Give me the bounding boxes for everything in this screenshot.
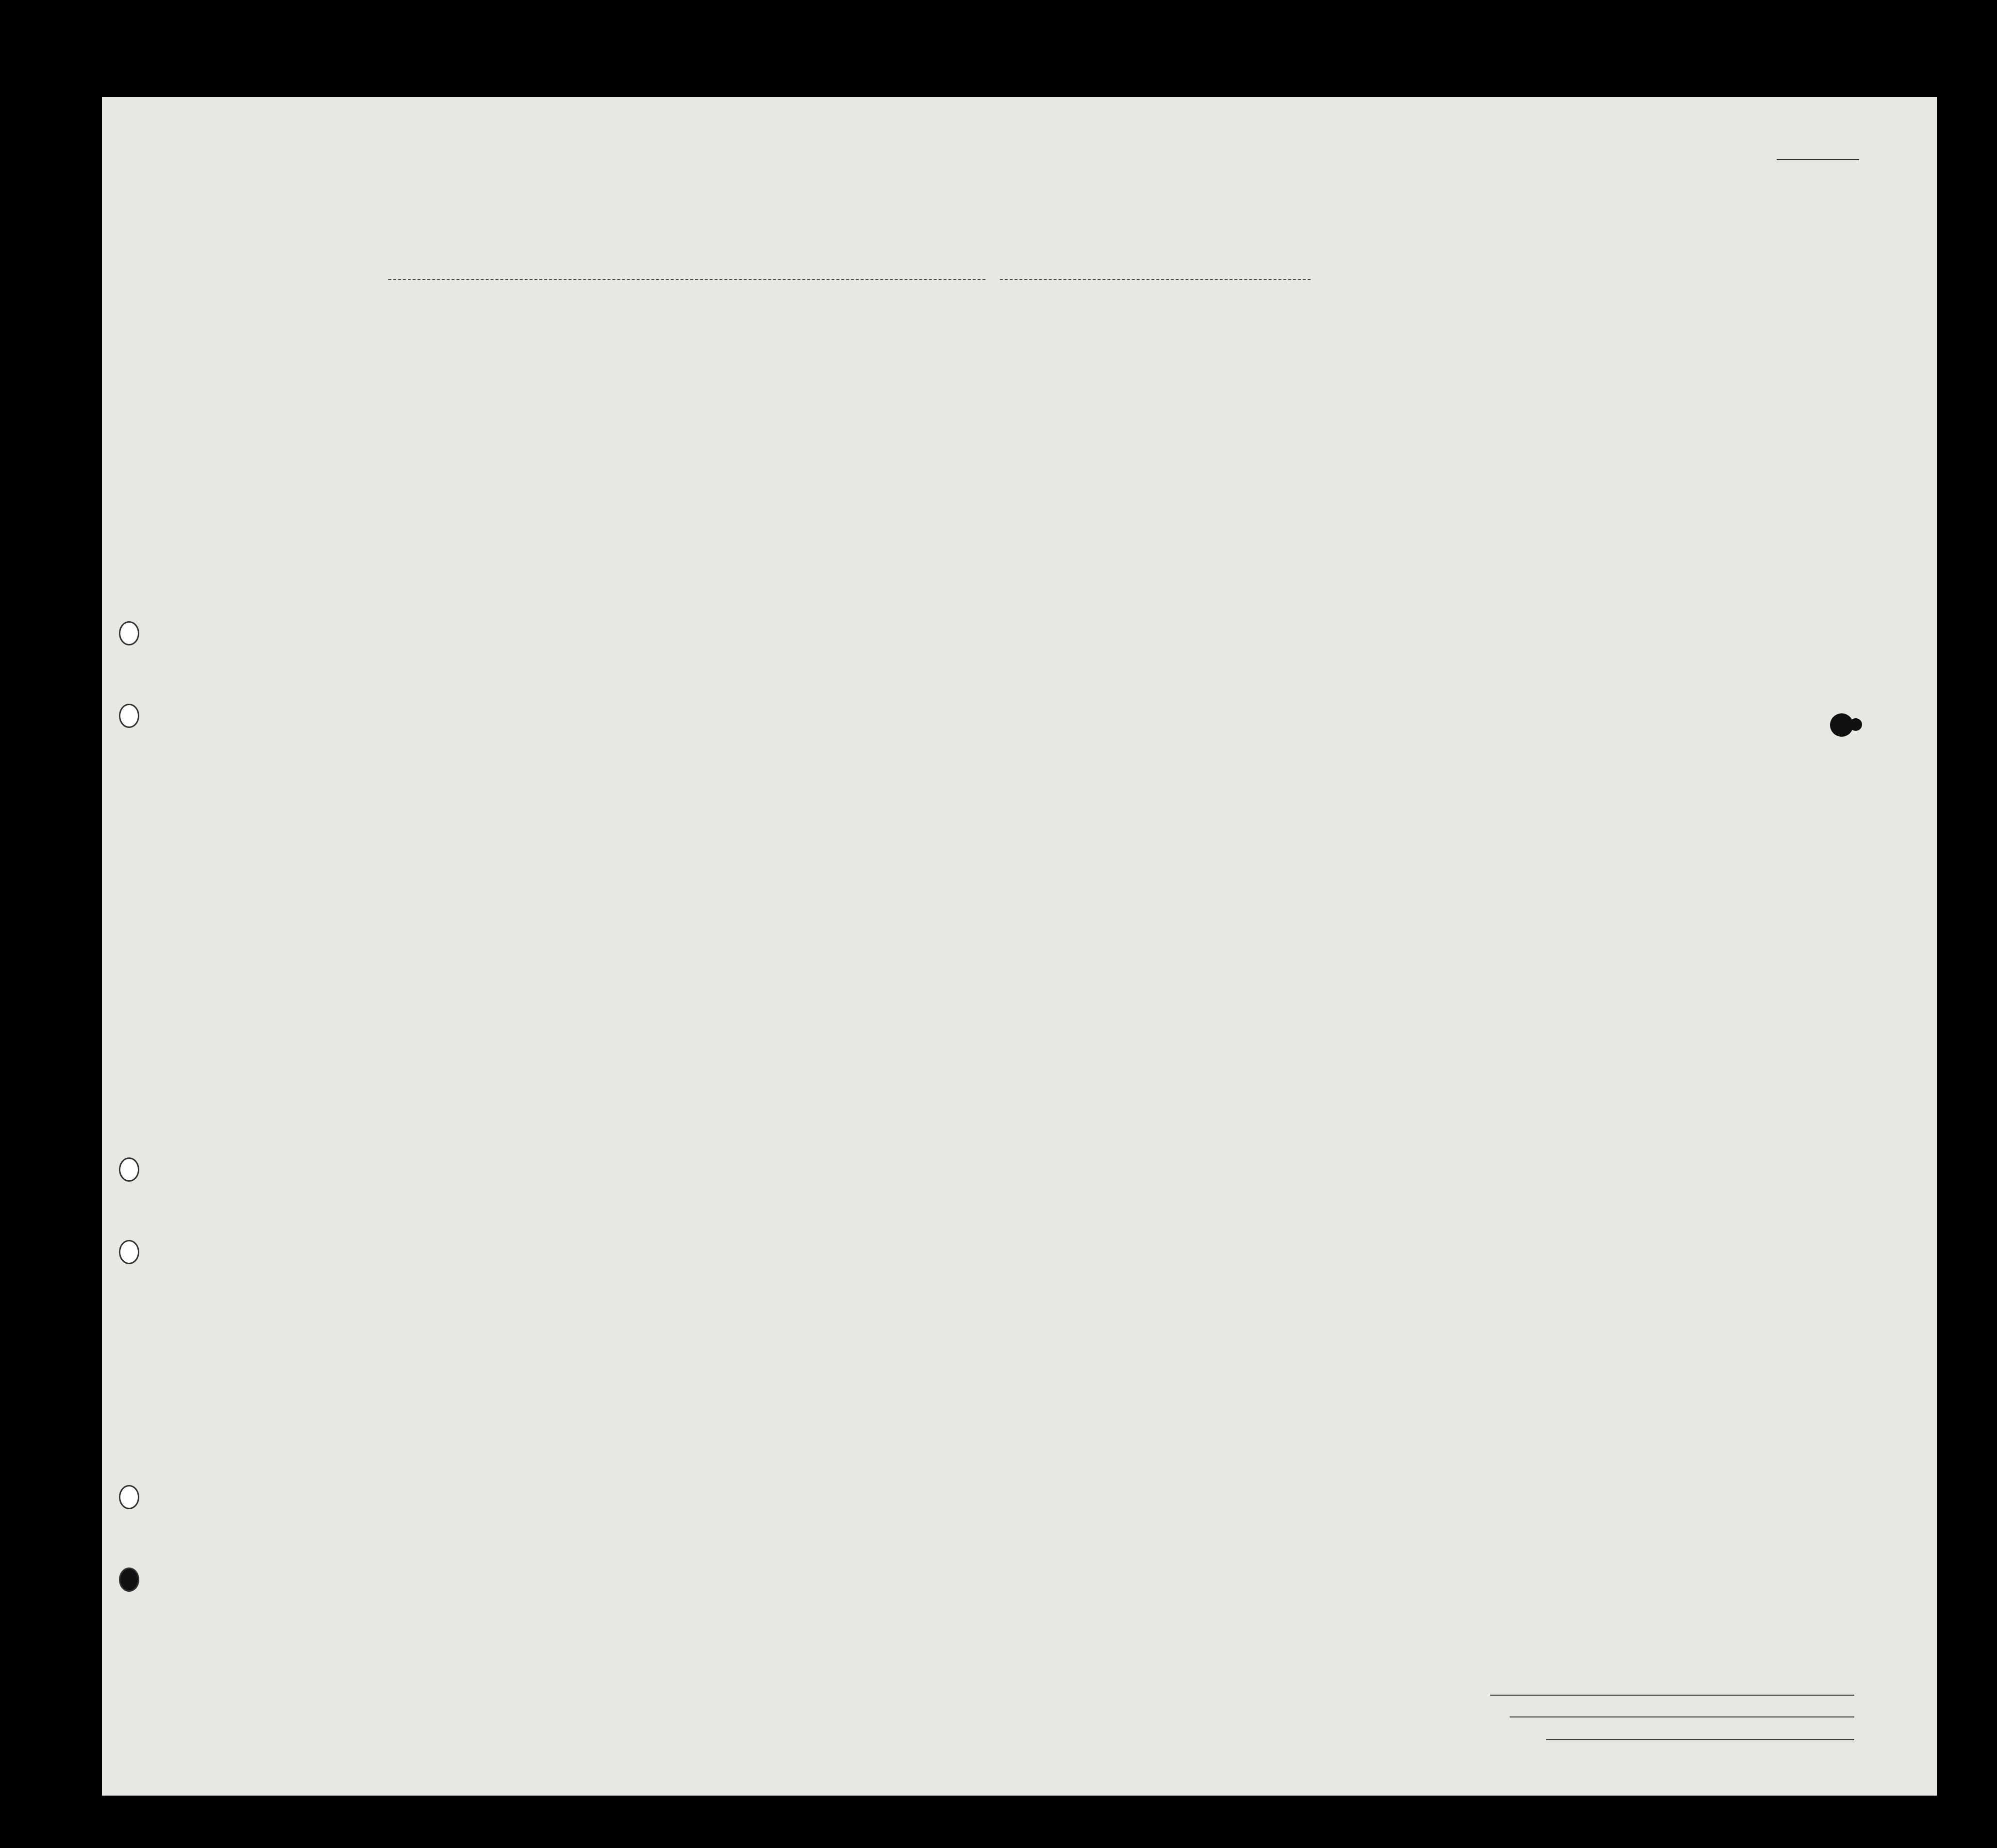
- ink-blot-2: [1849, 718, 1862, 731]
- table-grid: [102, 97, 1937, 1796]
- punch-hole: [119, 704, 139, 728]
- punch-hole: [119, 1568, 139, 1592]
- punch-hole: [119, 621, 139, 645]
- punch-hole: [119, 1157, 139, 1182]
- footer-local-agents-rule: [1546, 1739, 1854, 1740]
- punch-hole: [119, 1485, 139, 1509]
- punch-hole: [119, 1240, 139, 1264]
- footer-owners-rule: [1510, 1716, 1854, 1717]
- footer-line-rule: [1490, 1695, 1854, 1696]
- manifest-sheet: [102, 97, 1937, 1796]
